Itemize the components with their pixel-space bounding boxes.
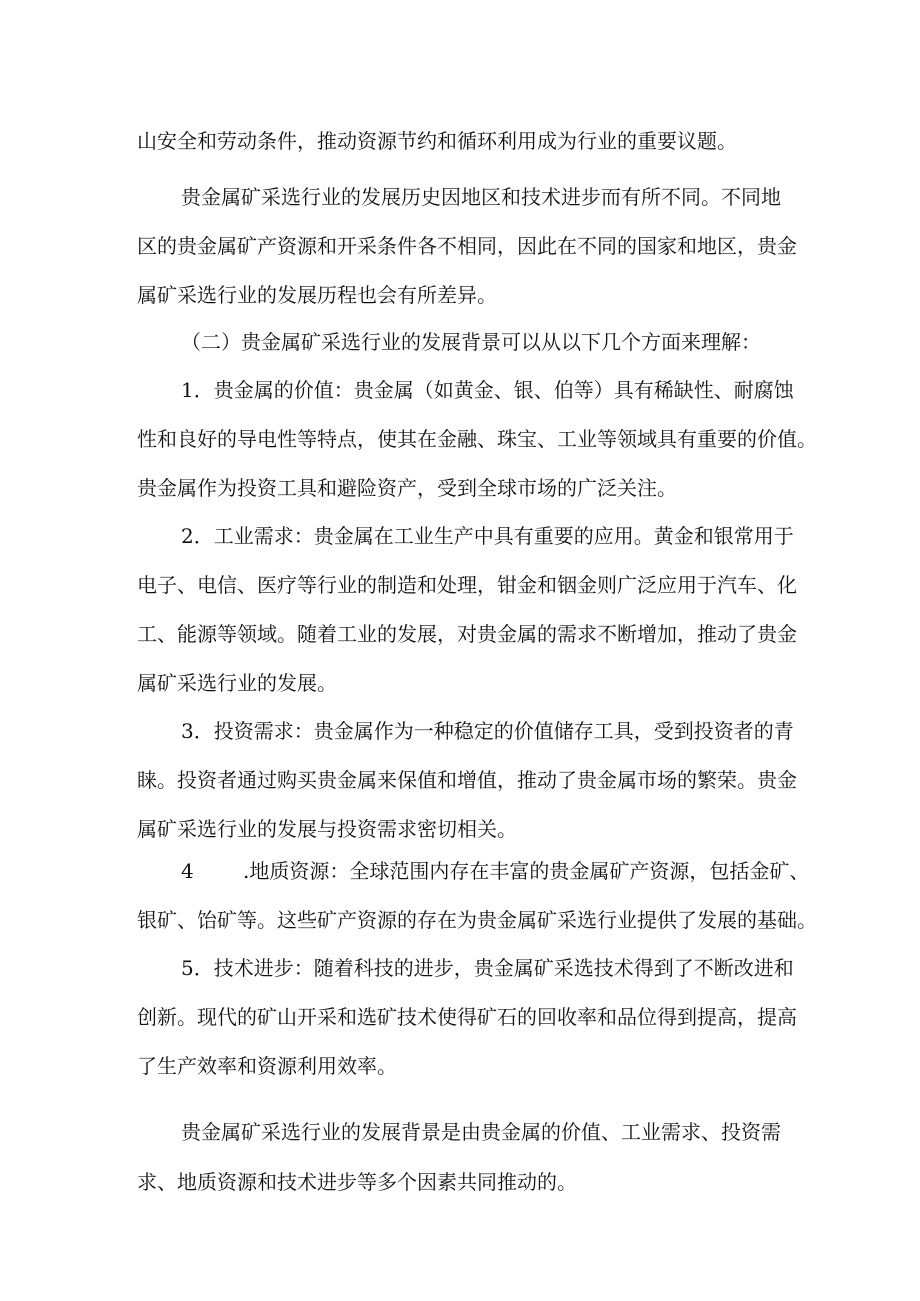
conclusion-line-1: 贵金属矿采选行业的发展背景是由贵金属的价值、工业需求、投资需 — [181, 1120, 781, 1144]
item-3-line-1: 3．投资需求：贵金属作为一种稳定的价值储存工具，受到投资者的青 — [181, 719, 794, 743]
paragraph-2-line-1: 贵金属矿采选行业的发展历史因地区和技术进步而有所不同。不同地 — [181, 185, 781, 209]
item-2-line-2: 电子、电信、医疗等行业的制造和处理，钳金和铟金则广泛应用于汽车、化 — [137, 573, 797, 597]
section-heading-2: （二）贵金属矿采选行业的发展背景可以从以下几个方面来理解： — [181, 330, 761, 354]
paragraph-1-line-1: 山安全和劳动条件，推动资源节约和循环利用成为行业的重要议题。 — [137, 129, 737, 153]
item-1-line-1: 1．贵金属的价值：贵金属（如黄金、银、伯等）具有稀缺性、耐腐蚀 — [181, 378, 794, 402]
item-1-line-3: 贵金属作为投资工具和避险资产，受到全球市场的广泛关注。 — [137, 476, 677, 500]
item-2-line-1: 2．工业需求：贵金属在工业生产中具有重要的应用。黄金和银常用于 — [181, 524, 794, 548]
paragraph-2-line-2: 区的贵金属矿产资源和开采条件各不相同，因此在不同的国家和地区，贵金 — [137, 234, 797, 258]
paragraph-2-line-3: 属矿采选行业的发展历程也会有所差异。 — [137, 283, 497, 307]
item-5-line-3: 了生产效率和资源利用效率。 — [137, 1054, 397, 1078]
item-4-line-2: 银矿、饴矿等。这些矿产资源的存在为贵金属矿采选行业提供了发展的基础。 — [137, 908, 817, 932]
item-2-line-3: 工、能源等领域。随着工业的发展，对贵金属的需求不断增加，推动了贵金 — [137, 622, 797, 646]
item-1-line-2: 性和良好的导电性等特点，使其在金融、珠宝、工业等领域具有重要的价值。 — [137, 427, 817, 451]
item-5-line-1: 5．技术进步：随着科技的进步，贵金属矿采选技术得到了不断改进和 — [181, 956, 794, 980]
conclusion-line-2: 求、地质资源和技术进步等多个因素共同推动的。 — [137, 1170, 577, 1194]
item-5-line-2: 创新。现代的矿山开采和选矿技术使得矿石的回收率和品位得到提高，提高 — [137, 1005, 797, 1029]
item-3-line-2: 睐。投资者通过购买贵金属来保值和增值，推动了贵金属市场的繁荣。贵金 — [137, 768, 797, 792]
item-4-number: 4 — [181, 859, 194, 883]
item-3-line-3: 属矿采选行业的发展与投资需求密切相关。 — [137, 817, 517, 841]
item-4-line-1: .地质资源：全球范围内存在丰富的贵金属矿产资源，包括金矿、 — [243, 859, 810, 883]
item-2-line-4: 属矿采选行业的发展。 — [137, 671, 337, 695]
